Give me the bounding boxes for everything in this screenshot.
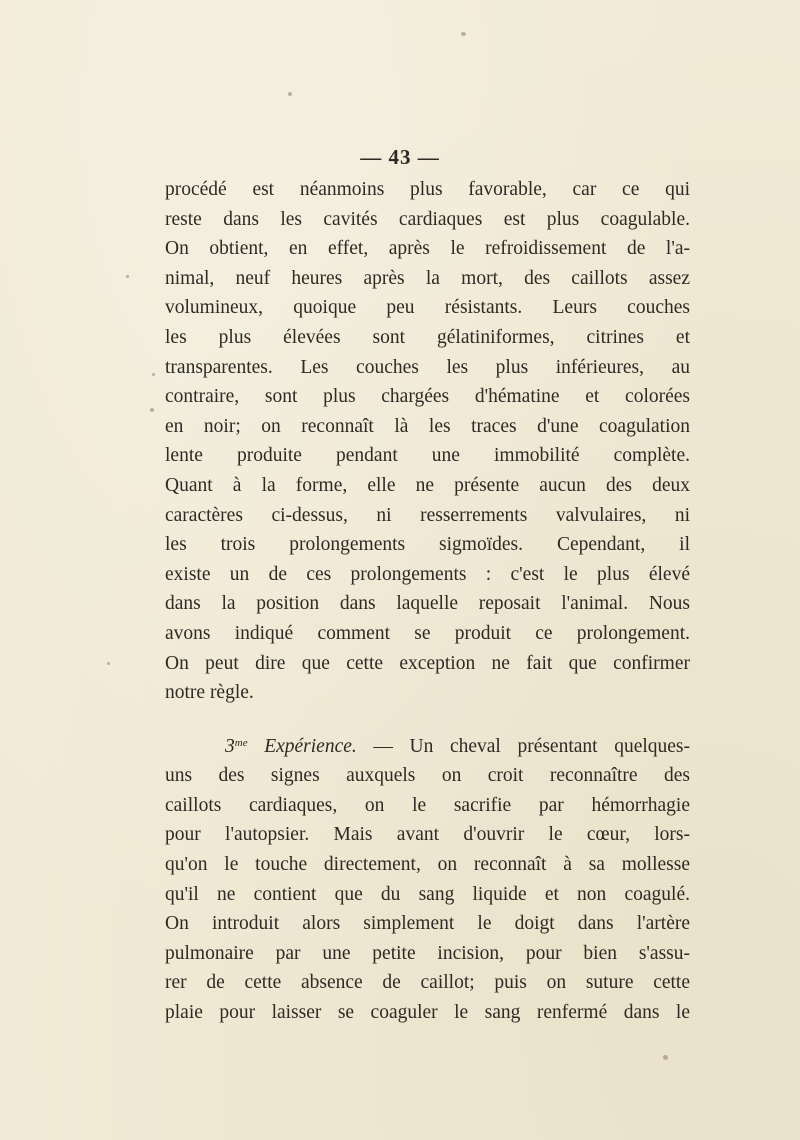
- text-line: existe un de ces prolongements : c'est le plus élevé: [165, 563, 690, 585]
- text-line: nimal, neuf heures après la mort, des caillots assez: [165, 267, 690, 289]
- text-line: rer de cette absence de caillot; puis on suture cette: [165, 972, 690, 994]
- text-line: caillots cardiaques, on le sacrifie par hémorrhagie: [165, 794, 690, 816]
- text-line: contraire, sont plus chargées d'hématine et colorées: [165, 386, 690, 408]
- text-line: qu'il ne contient que du sang liquide et non coagulé.: [165, 883, 690, 905]
- experiment-title: Expérience.: [264, 735, 357, 757]
- page-number: — 43 —: [360, 145, 440, 169]
- experiment-number-digit: 3: [225, 735, 235, 757]
- text-line: dans la position dans laquelle reposait l'animal. Nous: [165, 593, 690, 615]
- text-line: transparentes. Les couches les plus inférieures, au: [165, 356, 690, 378]
- paragraph-1: [165, 175, 690, 708]
- paper-speck: [461, 32, 466, 36]
- paper-speck: [152, 373, 155, 376]
- text-line: reste dans les cavités cardiaques est plus coagulable.: [165, 208, 690, 230]
- text-line: On peut dire que cette exception ne fait que confirmer: [165, 652, 690, 674]
- paragraph-spacer: [165, 708, 690, 732]
- text-line: procédé est néanmoins plus favorable, car ce qui: [165, 179, 690, 200]
- text-line: pour l'autopsier. Mais avant d'ouvrir le cœur, lors-: [165, 824, 690, 846]
- text-line: les plus élevées sont gélatiniformes, citrines et: [165, 326, 690, 348]
- text-line: notre règle.: [165, 682, 254, 704]
- experiment-number-suffix: me: [234, 736, 248, 749]
- text-line: en noir; on reconnaît là les traces d'une coagulation: [165, 415, 690, 437]
- text-line: plaie pour laisser se coaguler le sang renfermé dans le: [165, 1002, 690, 1024]
- text-line: qu'on le touche directement, on reconnaît à sa mollesse: [165, 854, 690, 876]
- text-line: On introduit alors simplement le doigt dans l'artère: [165, 913, 690, 935]
- text-line: On obtient, en effet, après le refroidissement de l'a-: [165, 238, 690, 260]
- paper-speck: [663, 1055, 668, 1060]
- paper-speck: [126, 275, 129, 278]
- text-line: avons indiqué comment se produit ce prolongement.: [165, 622, 690, 644]
- experiment-heading-line: [165, 732, 690, 762]
- paper-speck: [288, 92, 292, 96]
- paragraph-2: [165, 732, 690, 1028]
- text-line: Quant à la forme, elle ne présente aucun des deux: [165, 474, 690, 496]
- text-line: lente produite pendant une immobilité complète.: [165, 445, 690, 467]
- body-text: [165, 175, 690, 1028]
- text-line: les trois prolongements sigmoïdes. Cependant, il: [165, 534, 690, 556]
- experiment-number: [225, 736, 248, 757]
- text-line: volumineux, quoique peu résistants. Leurs couches: [165, 297, 690, 319]
- text-line: uns des signes auxquels on croit reconnaître des: [165, 765, 690, 787]
- text-line: caractères ci-dessus, ni resserrements valvulaires, ni: [165, 504, 690, 526]
- paper-speck: [150, 408, 154, 412]
- text-line-rest: — Un cheval présentant quelques-: [356, 735, 690, 757]
- paper-speck: [107, 662, 110, 665]
- text-line: pulmonaire par une petite incision, pour bien s'assu-: [165, 942, 690, 964]
